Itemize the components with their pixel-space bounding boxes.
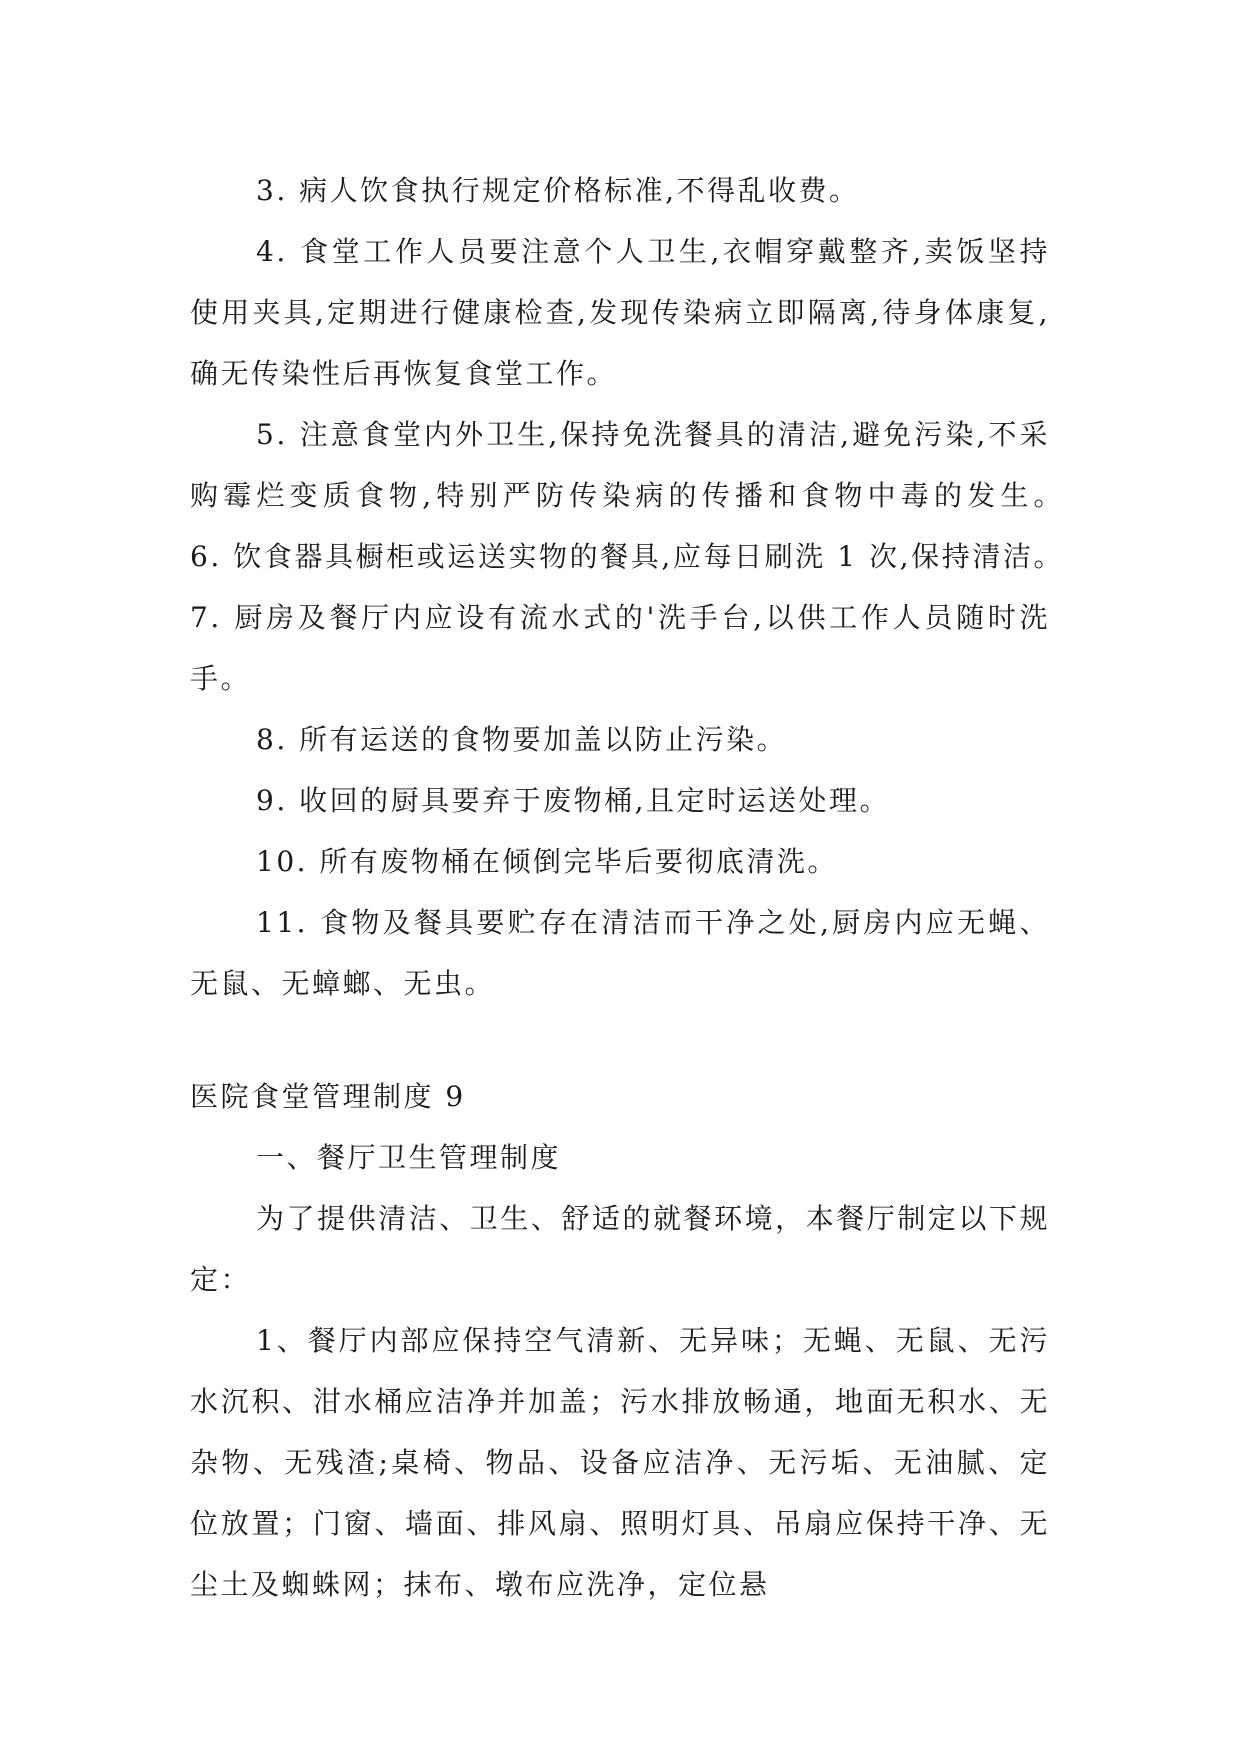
paragraph-item-4: 4. 食堂工作人员要注意个人卫生,衣帽穿戴整齐,卖饭坚持使用夹具,定期进行健康检查,发现传染病立即隔离,待身体康复,确无传染性后再恢复食堂工作。 bbox=[190, 235, 1050, 390]
paragraph-item-9: 9. 收回的厨具要弃于废物桶,且定时运送处理。 bbox=[256, 784, 891, 817]
rule-paragraph-1: 1、餐厅内部应保持空气清新、无异味；无蝇、无鼠、无污水沉积、泔水桶应洁净并加盖；污水排放畅通，地面无积水、无杂物、无残渣;桌椅、物品、设备应洁净、无污垢、无油腻、定位放置；门窗、墙面、排风扇、照明灯具、吊扇应保持干净、无尘土及蜘蛛网；抹布、墩布应洗净，定位悬 bbox=[190, 1324, 1050, 1601]
paragraph-item-8: 8. 所有运送的食物要加盖以防止污染。 bbox=[256, 723, 788, 756]
paragraph-item-3: 3. 病人饮食执行规定价格标准,不得乱收费。 bbox=[256, 174, 860, 207]
paragraph-item-11: 11. 食物及餐具要贮存在清洁而干净之处,厨房内应无蝇、无鼠、无蟑螂、无虫。 bbox=[190, 906, 1050, 1000]
section-heading: 医院食堂管理制度 9 bbox=[190, 1080, 466, 1113]
paragraph-item-10: 10. 所有废物桶在倾倒完毕后要彻底清洗。 bbox=[256, 845, 838, 878]
subsection-heading: 一、餐厅卫生管理制度 bbox=[256, 1141, 562, 1174]
intro-paragraph: 为了提供清洁、卫生、舒适的就餐环境，本餐厅制定以下规定： bbox=[190, 1202, 1050, 1296]
document-body bbox=[190, 160, 1112, 1615]
paragraph-item-5-7: 5. 注意食堂内外卫生,保持免洗餐具的清洁,避免污染,不采购霉烂变质食物,特别严防传染病的传播和食物中毒的发生。 6. 饮食器具橱柜或运送实物的餐具,应每日刷洗 1 次,保持清洁。 7. 厨房及餐厅内应设有流水式的'洗手台,以供工作人员随时洗手。 bbox=[190, 418, 1112, 695]
